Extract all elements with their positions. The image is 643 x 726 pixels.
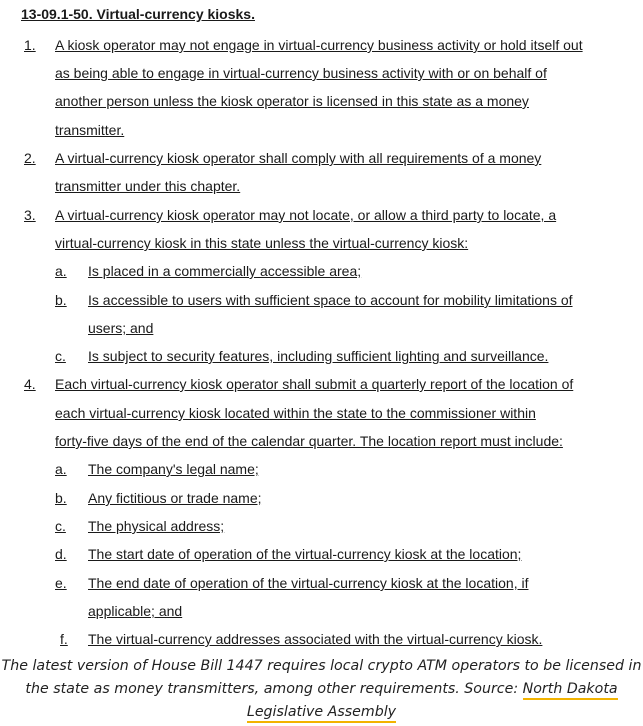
item-4f-marker: f. xyxy=(60,631,68,647)
item-4e-line-2: applicable; and xyxy=(88,603,183,619)
item-4-marker: 4. xyxy=(24,376,36,392)
item-2-marker: 2. xyxy=(24,150,36,166)
item-3a-marker: a. xyxy=(55,263,67,279)
section-heading: 13-09.1-50. Virtual-currency kiosks. xyxy=(21,6,255,22)
item-2-line-2: transmitter under this chapter. xyxy=(55,178,241,194)
item-3b-line-2: users; and xyxy=(88,320,154,336)
item-3-line-1: A virtual-currency kiosk operator may not locate, or allow a third party to locate, a xyxy=(55,207,557,223)
item-1-line-2: as being able to engage in virtual-currency business activity with or on behalf of xyxy=(55,65,547,81)
item-4e-line-1: The end date of operation of the virtual-currency kiosk at the location, if xyxy=(88,575,529,591)
item-4a-marker: a. xyxy=(55,461,67,477)
item-4-line-1: Each virtual-currency kiosk operator shall submit a quarterly report of the location of xyxy=(55,376,574,392)
item-3-marker: 3. xyxy=(24,207,36,223)
item-1-line-1: A kiosk operator may not engage in virtual-currency business activity or hold itself out xyxy=(55,37,583,53)
item-4d-marker: d. xyxy=(55,546,67,562)
item-4c-marker: c. xyxy=(55,518,66,534)
source-link[interactable]: North Dakota Legislative Assembly xyxy=(247,681,618,723)
item-4e-marker: e. xyxy=(55,575,67,591)
item-1-line-3: another person unless the kiosk operator is licensed in this state as a money xyxy=(55,93,529,109)
item-4-line-3: forty-five days of the end of the calendar quarter. The location report must include: xyxy=(55,433,563,449)
item-3c-line-1: Is subject to security features, including sufficient lighting and surveillance. xyxy=(88,348,549,364)
item-1-marker: 1. xyxy=(24,37,36,53)
caption-text: The latest version of House Bill 1447 requires local crypto ATM operators to be licensed in the state as money transmitters, among other requirements. Source: xyxy=(1,658,642,697)
image-caption xyxy=(0,655,643,724)
item-3a-line-1: Is placed in a commercially accessible area; xyxy=(88,263,362,279)
item-3-line-2: virtual-currency kiosk in this state unless the virtual-currency kiosk: xyxy=(55,235,469,251)
item-3b-marker: b. xyxy=(55,292,67,308)
item-4f-line-1: The virtual-currency addresses associated with the virtual-currency kiosk. xyxy=(88,631,543,647)
item-4a-line-1: The company's legal name; xyxy=(88,461,259,477)
item-4d-line-1: The start date of operation of the virtual-currency kiosk at the location; xyxy=(88,546,522,562)
item-4-line-2: each virtual-currency kiosk located within the state to the commissioner within xyxy=(55,405,536,421)
item-4b-marker: b. xyxy=(55,490,67,506)
item-1-line-4: transmitter. xyxy=(55,122,125,138)
item-4c-line-1: The physical address; xyxy=(88,518,225,534)
item-3b-line-1: Is accessible to users with sufficient space to account for mobility limitations of xyxy=(88,292,573,308)
item-4b-line-1: Any fictitious or trade name; xyxy=(88,490,262,506)
item-2-line-1: A virtual-currency kiosk operator shall comply with all requirements of a money xyxy=(55,150,542,166)
item-3c-marker: c. xyxy=(55,348,66,364)
